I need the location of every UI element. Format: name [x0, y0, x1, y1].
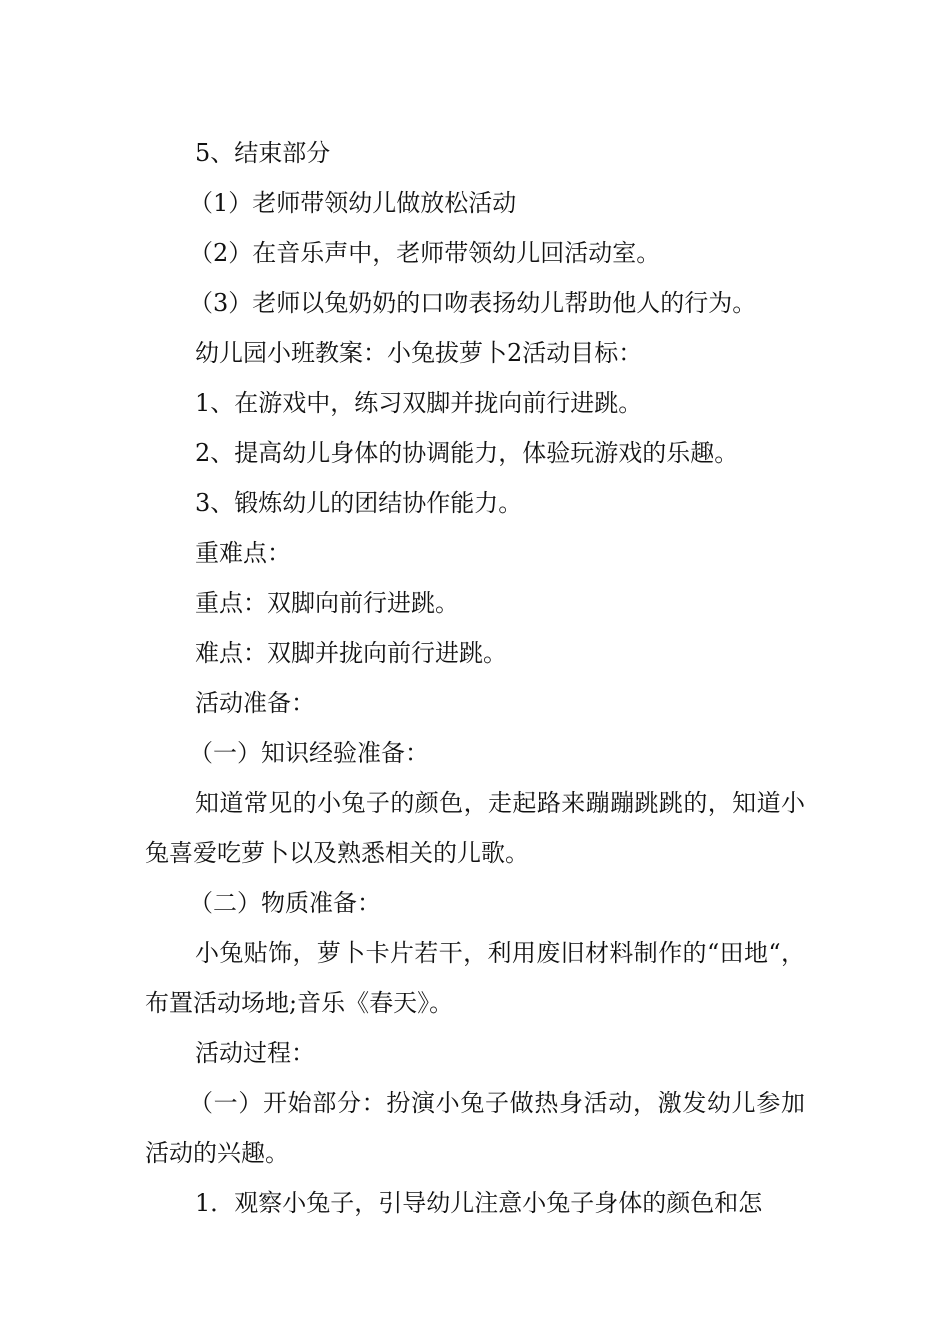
- paragraph-key-point: 重点：双脚向前行进跳。: [195, 589, 459, 617]
- paragraph-start-section: （一）开始部分：扮演小兔子做热身活动，激发幼儿参加活动的兴趣。: [145, 1089, 805, 1167]
- paragraph-knowledge-preparation: （一）知识经验准备：: [189, 739, 429, 767]
- paragraph-relax-activity: （1）老师带领幼儿做放松活动: [189, 189, 517, 217]
- paragraph-goal-3: 3、锻炼幼儿的团结协作能力。: [195, 489, 523, 517]
- paragraph-observe-rabbit: 1．观察小兔子，引导幼儿注意小兔子身体的颜色和怎: [195, 1189, 763, 1217]
- paragraph-goal-2: 2、提高幼儿身体的协调能力，体验玩游戏的乐趣。: [195, 439, 739, 467]
- paragraph-preparation-heading: 活动准备：: [195, 689, 315, 717]
- paragraph-process-heading: 活动过程：: [195, 1039, 315, 1067]
- paragraph-closing-section: 5、结束部分: [195, 139, 331, 167]
- paragraph-knowledge-detail: 知道常见的小兔子的颜色，走起路来蹦蹦跳跳的，知道小兔喜爱吃萝卜以及熟悉相关的儿歌。: [145, 789, 805, 867]
- paragraph-difficult-point: 难点：双脚并拢向前行进跳。: [195, 639, 507, 667]
- paragraph-key-points-heading: 重难点：: [195, 539, 291, 567]
- paragraph-lesson-title-goals: 幼儿园小班教案：小兔拔萝卜2活动目标：: [195, 339, 643, 367]
- paragraph-return-classroom: （2）在音乐声中，老师带领幼儿回活动室。: [189, 239, 661, 267]
- paragraph-goal-1: 1、在游戏中，练习双脚并拢向前行进跳。: [195, 389, 643, 417]
- paragraph-material-detail: 小兔贴饰，萝卜卡片若干，利用废旧材料制作的“田地“，布置活动场地;音乐《春天》。: [145, 939, 805, 1017]
- paragraph-material-preparation: （二）物质准备：: [189, 889, 381, 917]
- paragraph-praise-behavior: （3）老师以兔奶奶的口吻表扬幼儿帮助他人的行为。: [189, 289, 757, 317]
- document-body: [145, 128, 805, 1228]
